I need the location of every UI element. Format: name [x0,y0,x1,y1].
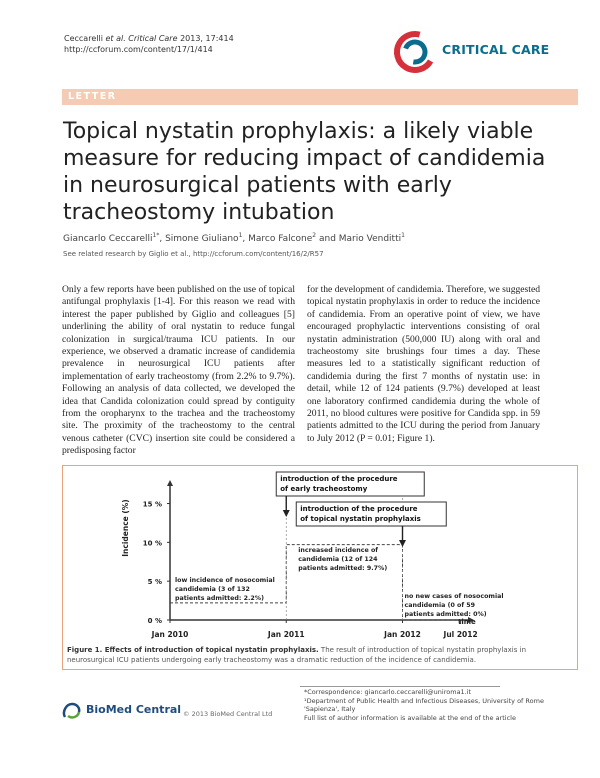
annotation-text: low incidence of nosocomial [175,577,275,584]
annotation-text: candidemia (0 of 59 [404,602,476,609]
section-label-bar [62,89,578,105]
y-axis-arrow-icon [167,480,173,486]
annotation-text: candidemia (3 of 132 [175,586,250,593]
citation-line: Ceccarelli et al. Critical Care 2013, 17:414 [64,34,234,43]
annotation-text: of early tracheostomy [280,485,368,493]
annotation-text: patients admitted: 9.7%) [298,565,388,572]
body-text: Only a few reports have been published on the use of topical antifungal prophylaxis [1-4]. For this reason we read with interest the paper published by Giglio and colleagues [5] underlining the ability of oral nystatin to reduce fungal colonization in surgical/trauma ICU patients. In our experience, we observed a dramatic increase of candidemia prevalence in neurosurgical ICU patients after implementation of early tracheostomy (from 2.2% to 9.7%). Following an analysis of data collected, we developed the idea that Candida colonization could spread by contiguity from the oropharynx to the trachea and the tracheostomy site. The proximity of the tracheostomy to the central venous catheter (CVC) insertion site could be considered a predisposing factor [62,284,295,457]
body-column-2 [307,284,540,445]
annotation-text: no new cases of nosocomial [404,593,504,600]
footnotes [304,688,584,722]
section-label: LETTER [68,91,117,102]
body-column-1 [62,284,295,458]
annotation-text: of topical nystatin prophylaxis [300,515,421,523]
footnote-divider [300,686,500,687]
correspondence[interactable]: *Correspondence: giancarlo.ceccarelli@uniroma1.it [304,688,472,696]
article-url[interactable]: http://ccforum.com/content/17/1/414 [64,45,213,54]
copyright: © 2013 BioMed Central Ltd [183,710,273,718]
arrow-head-icon [283,510,290,517]
annotation-text: introduction of the procedure [280,475,398,483]
author: Mario Venditti [338,234,402,244]
affiliation: ¹Department of Public Health and Infectious Diseases, University of Rome [304,696,544,705]
x-tick-label: Jan 2012 [384,630,421,639]
journal-logo-text: CRITICAL CARE [442,42,550,57]
author-info-note: Full list of author information is available at the end of the article [304,713,516,722]
citation [64,33,234,55]
y-tick-label: 10 % [142,539,162,548]
annotation-text: patients admitted: 0%) [404,611,487,618]
figure-caption: Figure 1. Effects of introduction of topical nystatin prophylaxis. The result of introduction of topical nystatin prophylaxis in neurosurgical ICU patients undergoing early tracheostomy was a dramatic reduction of the incidence of candidemia. [67,646,527,664]
y-tick-label: 15 % [142,500,162,509]
x-axis-label: time [458,618,476,626]
x-tick-label: Jan 2011 [267,630,305,639]
related-research-link[interactable]: See related research by Giglio et al., http://ccforum.com/content/16/2/R57 [63,250,324,258]
arrow-head-icon [399,540,406,547]
publisher-name: BioMed Central [86,703,182,716]
body-text: for the development of candidemia. Therefore, we suggested topical nystatin prophylaxis in order to reduce the incidence of candidemia. From an operative point of view, we have encouraged prophylactic interventions consisting of oral nystatin administration (500,000 IU) along with oral and tracheostomy site brushings four times a day. These measures led to a statistically significant reduction of candidemia during the first 7 months of nystatin use: in detail, while 12 of 124 patients (9.7%) developed at least one laboratory confirmed candidemia during the whole of 2011, no blood cultures were positive for Candida spp. in 59 patients admitted to the ICU during the period from January to July 2012 (P = 0.01; Figure 1). [307,284,540,444]
y-tick-label: 0 % [147,617,162,625]
annotation-text: patients admitted: 2.2%) [175,595,264,602]
x-tick-label: Jan 2010 [151,630,189,639]
annotation-text: increased incidence of [298,547,379,554]
author: Giancarlo Ceccarelli [63,234,153,244]
affiliation: 'Sapienza', Italy [304,705,356,714]
article-title: Topical nystatin prophylaxis: a likely viable measure for reducing impact of candidemia in neurosurgical patients with early tracheostomy intubation [63,119,546,225]
y-axis-label: Incidence (%) [121,499,130,557]
biomed-central-logo-icon [62,702,82,720]
author-list: Giancarlo Ceccarelli$^{1*}$, Simone Giuliano$^1$, Marco Falcone$^2$ and Mario Venditti$^1$ [63,232,405,244]
y-tick-label: 5 % [147,578,162,587]
author: Marco Falcone [248,234,313,244]
annotation-text: introduction of the procedure [300,505,418,513]
incidence-chart [110,470,504,645]
annotation-text: candidemia (12 of 124 [298,556,378,563]
author: Simone Giuliano [165,234,239,244]
x-tick-label: Jul 2012 [443,630,478,639]
